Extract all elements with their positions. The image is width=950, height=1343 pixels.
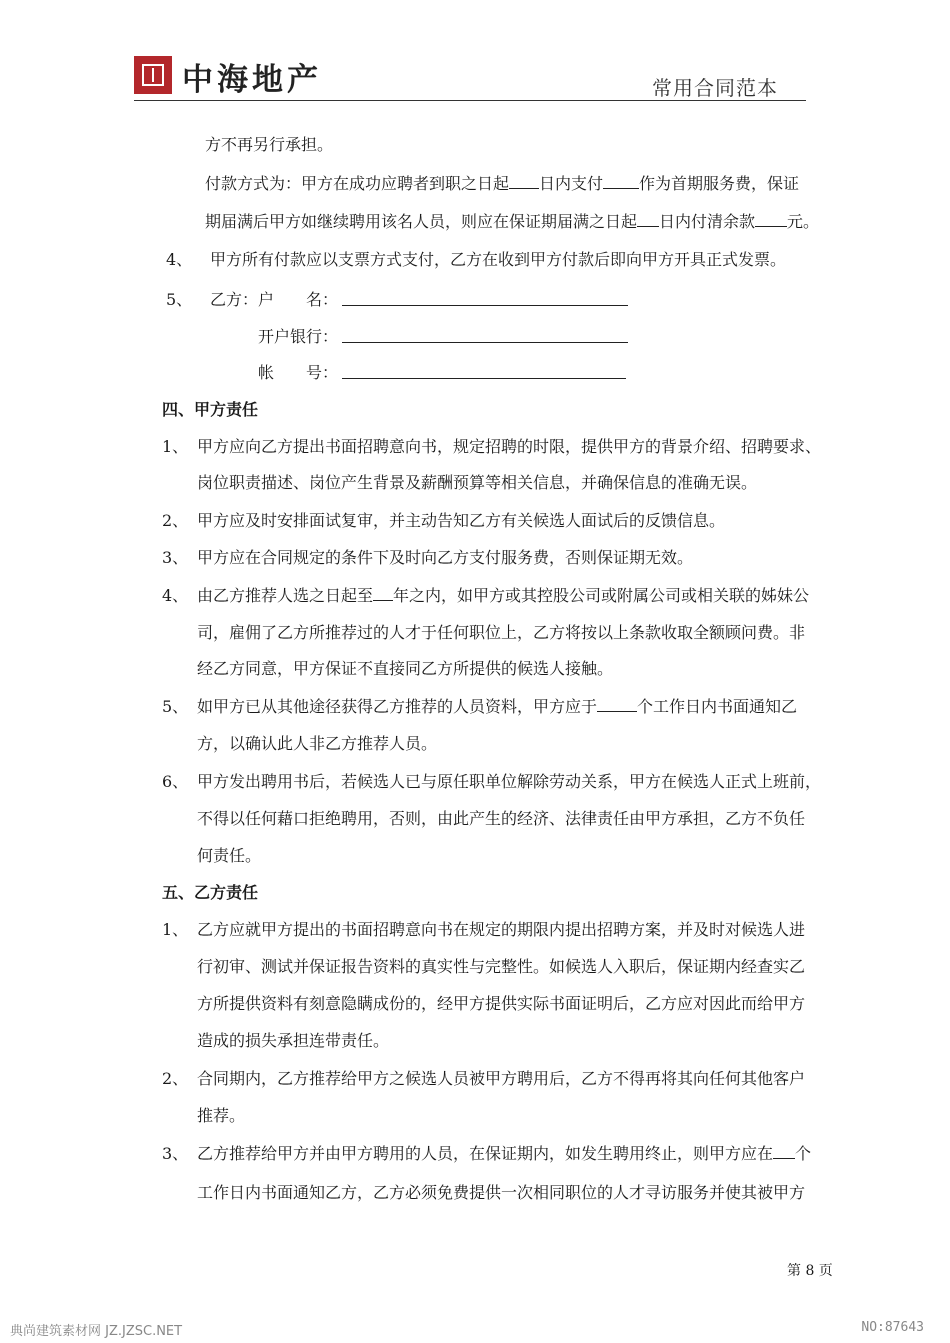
section-4-title: 四、甲方责任 xyxy=(162,400,259,419)
s4-p4-text-a: 由乙方推荐人选之日起至 xyxy=(197,586,374,605)
s4-p5-line1 xyxy=(197,697,797,717)
payment-text-2b: 日内付清余款 xyxy=(659,212,756,231)
s4-p4-text-b: 年之内，如甲方或其控股公司或附属公司或相关联的姊妹公 xyxy=(393,586,810,605)
payment-line-1 xyxy=(205,174,799,194)
item-4-text: 甲方所有付款应以支票方式支付，乙方在收到甲方付款后即向甲方开具正式发票。 xyxy=(210,250,787,269)
s4-p4-line1 xyxy=(197,586,809,606)
blank-days-2 xyxy=(637,212,659,227)
blank-days-1 xyxy=(509,174,539,189)
s5-p1-line2: 行初审、测试并保证报告资料的真实性与完整性。如候选人入职后，保证期内经查实乙 xyxy=(197,957,806,976)
s4-p3-line: 甲方应在合同规定的条件下及时向乙方支付服务费，否则保证期无效。 xyxy=(197,548,694,567)
s4-p5-line2: 方，以确认此人非乙方推荐人员。 xyxy=(197,734,438,753)
account-name-label: 乙方：户 名： xyxy=(210,290,339,309)
blank-years xyxy=(373,586,393,601)
item-number: 3、 xyxy=(162,548,189,567)
document-type: 常用合同范本 xyxy=(652,76,778,100)
section-5-title: 五、乙方责任 xyxy=(162,883,259,902)
s4-p6-line2: 不得以任何藉口拒绝聘用，否则，由此产生的经济、法律责任由甲方承担，乙方不负任 xyxy=(197,809,806,828)
item-number: 4、 xyxy=(166,250,193,269)
item-number: 2、 xyxy=(162,1069,189,1088)
item-number: 2、 xyxy=(162,511,189,530)
payment-line-2 xyxy=(205,212,819,232)
s4-p4-line2: 司，雇佣了乙方所推荐过的人才于任何职位上，乙方将按以上条款收取全额顾问费。非 xyxy=(197,623,806,642)
logo-bar xyxy=(152,68,154,82)
s4-p1-line1: 甲方应向乙方提出书面招聘意向书，规定招聘的时限，提供甲方的背景介绍、招聘要求、 xyxy=(197,437,822,456)
item-number: 5、 xyxy=(166,290,193,309)
s5-p1-line3: 方所提供资料有刻意隐瞒成份的，经甲方提供实际书面证明后，乙方应对因此而给甲方 xyxy=(197,994,806,1013)
s5-p1-line1: 乙方应就甲方提出的书面招聘意向书在规定的期限内提出招聘方案，并及时对候选人进 xyxy=(197,920,806,939)
s4-p5-text-b: 个工作日内书面通知乙 xyxy=(637,697,798,716)
account-number-label: 帐 号： xyxy=(258,363,339,382)
bank-blank xyxy=(342,342,628,343)
item-number: 3、 xyxy=(162,1144,189,1163)
account-name-blank xyxy=(342,305,628,306)
payment-text-2c: 元。 xyxy=(787,212,820,231)
watermark-source: 典尚建筑素材网 JZ.JZSC.NET xyxy=(10,1324,183,1339)
s4-p6-line1: 甲方发出聘用书后，若候选人已与原任职单位解除劳动关系，甲方在候选人正式上班前， xyxy=(197,772,822,791)
company-logo xyxy=(134,56,172,94)
s5-p3-text-b: 个 xyxy=(795,1144,812,1163)
header-divider xyxy=(134,100,806,101)
continuation-line: 方不再另行承担。 xyxy=(205,135,334,154)
account-number-blank xyxy=(342,378,626,379)
s4-p5-text-a: 如甲方已从其他途径获得乙方推荐的人员资料，甲方应于 xyxy=(197,697,598,716)
s4-p4-line3: 经乙方同意，甲方保证不直接同乙方所提供的候选人接触。 xyxy=(197,659,614,678)
payment-text-1c: 作为首期服务费，保证 xyxy=(639,174,800,193)
blank-amount-1 xyxy=(603,174,639,189)
payment-text-1b: 日内支付 xyxy=(539,174,604,193)
s5-p3-line1 xyxy=(197,1144,811,1164)
payment-text-1a: 付款方式为：甲方在成功应聘者到职之日起 xyxy=(205,174,510,193)
blank-notice-days xyxy=(773,1144,795,1159)
item-number: 6、 xyxy=(162,772,189,791)
s5-p2-line1: 合同期内，乙方推荐给甲方之候选人员被甲方聘用后，乙方不得再将其向任何其他客户 xyxy=(197,1069,806,1088)
s4-p2-line: 甲方应及时安排面试复审，并主动告知乙方有关候选人面试后的反馈信息。 xyxy=(197,511,726,530)
item-number: 4、 xyxy=(162,586,189,605)
s5-p1-line4: 造成的损失承担连带责任。 xyxy=(197,1031,390,1050)
item-number: 1、 xyxy=(162,920,189,939)
item-number: 5、 xyxy=(162,697,189,716)
blank-amount-2 xyxy=(755,212,787,227)
s5-p2-line2: 推荐。 xyxy=(197,1106,246,1125)
s4-p1-line2: 岗位职责描述、岗位产生背景及薪酬预算等相关信息，并确保信息的准确无误。 xyxy=(197,473,758,492)
bank-label: 开户银行： xyxy=(258,327,339,346)
s5-p3-line2: 工作日内书面通知乙方，乙方必须免费提供一次相同职位的人才寻访服务并使其被甲方 xyxy=(197,1183,806,1202)
logo-mark xyxy=(142,64,164,86)
s5-p3-text-a: 乙方推荐给甲方并由甲方聘用的人员，在保证期内，如发生聘用终止，则甲方应在 xyxy=(197,1144,774,1163)
page-number: 第 8 页 xyxy=(787,1263,833,1279)
payment-text-2a: 期届满后甲方如继续聘用该名人员，则应在保证期届满之日起 xyxy=(205,212,638,231)
item-number: 1、 xyxy=(162,437,189,456)
brand-name: 中海地产 xyxy=(182,62,322,98)
s4-p6-line3: 何责任。 xyxy=(197,846,262,865)
watermark-id: NO:87643 xyxy=(861,1320,924,1335)
blank-workdays xyxy=(597,697,637,712)
